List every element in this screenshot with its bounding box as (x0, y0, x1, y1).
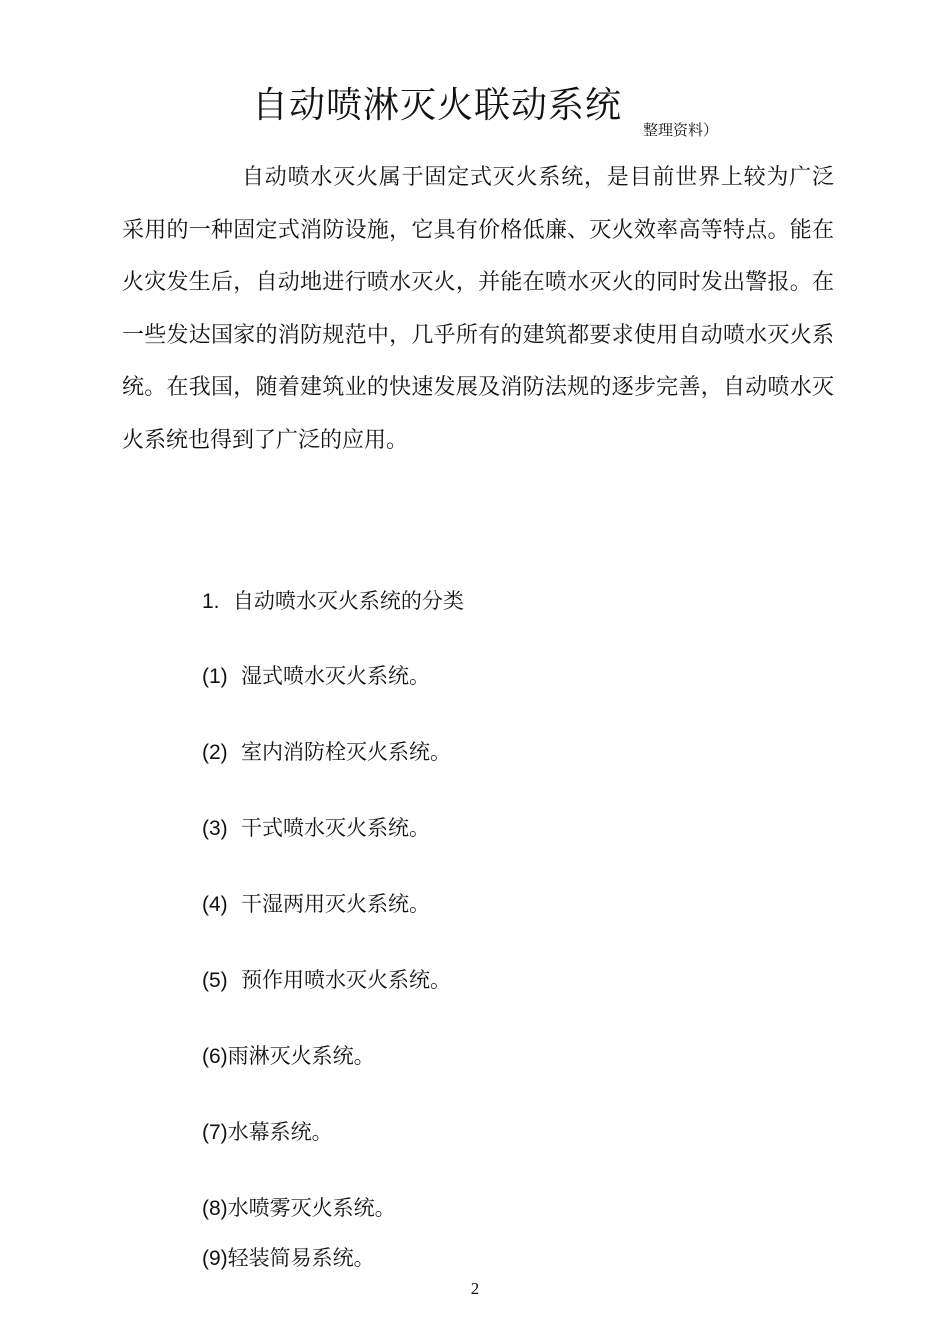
list-item (202, 661, 430, 692)
list-item (202, 889, 430, 920)
list-item-number: (6) (202, 1045, 228, 1068)
list-item (202, 1041, 375, 1072)
section-heading-text: 自动喷水灭火系统的分类 (232, 589, 464, 613)
list-item-text: 干湿两用灭火系统。 (241, 892, 431, 916)
list-item-number: (8) (202, 1197, 228, 1220)
list-item (202, 737, 451, 768)
list-item-number: (2) (202, 741, 228, 764)
list-item-number: (7) (202, 1121, 228, 1144)
list-item-text: 水幕系统。 (227, 1120, 333, 1144)
list-item (202, 813, 430, 844)
list-item-text: 雨淋灭火系统。 (227, 1044, 375, 1068)
list-item-number: (3) (202, 817, 228, 840)
list-item (202, 1117, 333, 1148)
section-heading (202, 586, 464, 617)
list-item-text: 水喷雾灭火系统。 (227, 1196, 396, 1220)
document-subtitle: 整理资料） (643, 121, 719, 139)
list-item-number: (9) (202, 1247, 228, 1270)
list-item (202, 1243, 375, 1274)
list-item-number: (4) (202, 893, 228, 916)
section-number: 1. (202, 590, 220, 613)
list-item-number: (1) (202, 665, 228, 688)
list-item-text: 预作用喷水灭火系统。 (241, 968, 452, 992)
list-item-text: 湿式喷水灭火系统。 (241, 664, 431, 688)
intro-paragraph: 自动喷水灭火属于固定式灭火系统，是目前世界上较为广泛采用的一种固定式消防设施，它具有价格低廉、灭火效率高等特点。能在火灾发生后，自动地进行喷水灭火，并能在喷水灭火的同时发出警报。在一些发达国家的消防规范中，几乎所有的建筑都要求使用自动喷水灭火系统。在我国，随着建筑业的快速发展及消防法规的逐步完善，自动喷水灭火系统也得到了广泛的应用。 (122, 165, 834, 453)
list-item (202, 1193, 396, 1224)
list-item-number: (5) (202, 969, 228, 992)
list-item-text: 干式喷水灭火系统。 (241, 816, 431, 840)
document-title: 自动喷淋灭火联动系统 (252, 85, 623, 126)
list-item-text: 室内消防栓灭火系统。 (241, 740, 452, 764)
list-item-text: 轻装简易系统。 (227, 1246, 375, 1270)
page-number: 2 (470, 1279, 480, 1298)
list-item (202, 965, 451, 996)
